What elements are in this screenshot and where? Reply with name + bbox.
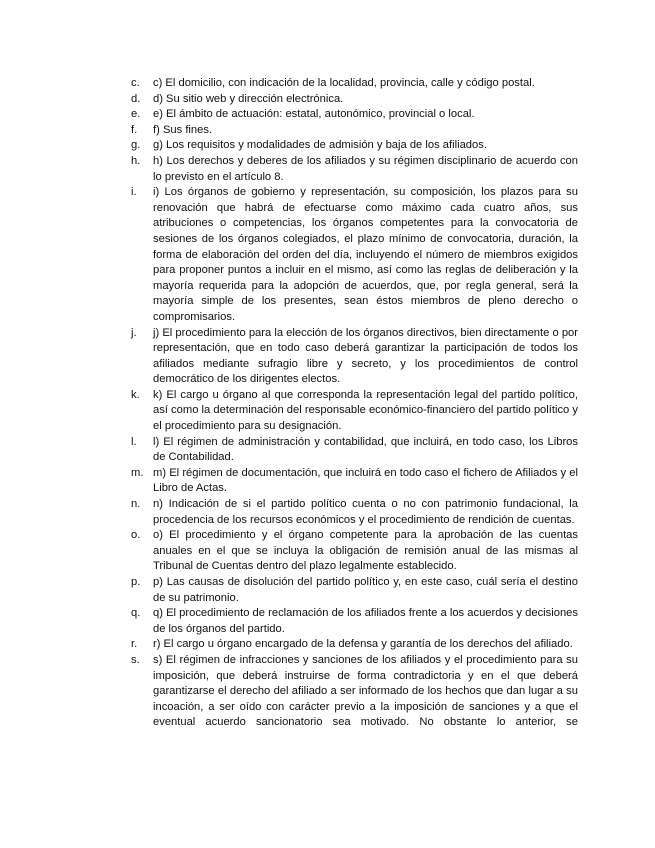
list-marker: k. (131, 388, 140, 401)
list-item-f (131, 123, 578, 139)
statute-requirements-list (131, 76, 578, 731)
list-item-p (131, 575, 578, 606)
list-marker: c. (131, 77, 140, 89)
list-marker: d. (131, 92, 141, 105)
list-marker: o. (131, 529, 141, 542)
list-item-e (131, 107, 578, 123)
list-item-h (131, 154, 578, 185)
list-marker: p. (131, 576, 141, 588)
list-marker: s. (131, 653, 140, 666)
list-item-j (131, 326, 578, 388)
list-item-n (131, 497, 578, 528)
list-item-text: s) El régimen de infracciones y sanciones de los afiliados y el procedimiento para su imposición, que deberá instruirse de forma contradictoria y en el que deberá garantizarse el derecho del afiliado a ser informado de los hechos que dan lugar a su incoación, a ser oído con carácter previo a la imposición de sanciones y a que el eventual acuerdo sancionatorio sea motivado. No obstante lo anterior, se (153, 653, 578, 729)
list-item-c (131, 76, 578, 92)
list-item-text: i) Los órganos de gobierno y representación, su composición, los plazos para su renovación que habrá de efectuarse como máximo cada cuatro años, sus atribuciones o competencias, los órganos competentes para la convocatoria de sesiones de los órganos colegiados, el plazo mínimo de convocatoria, duración, la forma de elaboración del orden del día, incluyendo el número de miembros exigidos para proponer puntos a incluir en el mismo, así como las reglas de deliberación y la mayoría requerida para la adopción de acuerdos, que, por regla general, será la mayoría simple de los presentes, sean éstos miembros de pleno derecho o compromisarios. (153, 186, 578, 323)
list-marker: i. (131, 186, 137, 199)
list-item-l (131, 435, 578, 466)
list-item-text: d) Su sitio web y dirección electrónica. (153, 92, 344, 105)
list-item-s (131, 653, 578, 731)
list-item-text: h) Los derechos y deberes de los afiliados y su régimen disciplinario de acuerdo con lo previsto en el artículo 8. (153, 154, 578, 183)
list-marker: q. (131, 607, 141, 620)
list-marker: e. (131, 108, 141, 121)
list-marker: m. (131, 466, 144, 479)
list-marker: g. (131, 139, 141, 152)
list-marker: f. (131, 123, 138, 136)
list-item-text: g) Los requisitos y modalidades de admisión y baja de los afiliados. (153, 139, 487, 152)
list-marker: r. (131, 638, 138, 651)
list-item-text: m) El régimen de documentación, que incluirá en todo caso el fichero de Afiliados y el Libro de Actas. (153, 466, 578, 495)
list-item-text: j) El procedimiento para la elección de los órganos directivos, bien directamente o por representación, que en todo caso deberá garantizar la participación de todos los afiliados mediante sufragio libre y secreto, y los procedimientos de control democrático de los dirigentes electos. (153, 326, 578, 386)
list-item-q (131, 606, 578, 637)
list-marker: l. (131, 435, 137, 448)
list-marker: h. (131, 154, 141, 167)
list-item-o (131, 528, 578, 575)
list-item-text: l) El régimen de administración y contabilidad, que incluirá, en todo caso, los Libros de Contabilidad. (153, 435, 578, 464)
list-item-text: q) El procedimiento de reclamación de los afiliados frente a los acuerdos y decisiones de los órganos del partido. (153, 607, 578, 635)
list-item-k (131, 388, 578, 435)
list-item-text: p) Las causas de disolución del partido político y, en este caso, cuál sería el destino de su patrimonio. (153, 576, 578, 604)
list-item-i (131, 185, 578, 325)
list-item-r (131, 637, 578, 653)
list-item-text: c) El domicilio, con indicación de la localidad, provincia, calle y código postal. (153, 77, 535, 89)
list-item-text: k) El cargo u órgano al que corresponda la representación legal del partido político, así como la determinación del responsable económico-financiero del partido político y el procedimiento para su designación. (153, 388, 578, 433)
list-item-text: f) Sus fines. (153, 123, 213, 136)
list-item-text: e) El ámbito de actuación: estatal, autonómico, provincial o local. (153, 108, 475, 121)
list-item-m (131, 466, 578, 497)
list-item-g (131, 138, 578, 154)
list-marker: n. (131, 498, 141, 511)
list-item-text: n) Indicación de si el partido político cuenta o no con patrimonio fundacional, la procedencia de los recursos económicos y el procedimiento de rendición de cuentas. (153, 498, 578, 526)
list-item-text: o) El procedimiento y el órgano competente para la aprobación de las cuentas anuales en el que se incluya la obligación de remisión anual de las mismas al Tribunal de Cuentas dentro del plazo legalmente establecido. (153, 529, 578, 573)
list-marker: j. (131, 326, 137, 339)
list-item-d (131, 92, 578, 108)
list-item-text: r) El cargo u órgano encargado de la defensa y garantía de los derechos del afiliado. (153, 638, 573, 651)
